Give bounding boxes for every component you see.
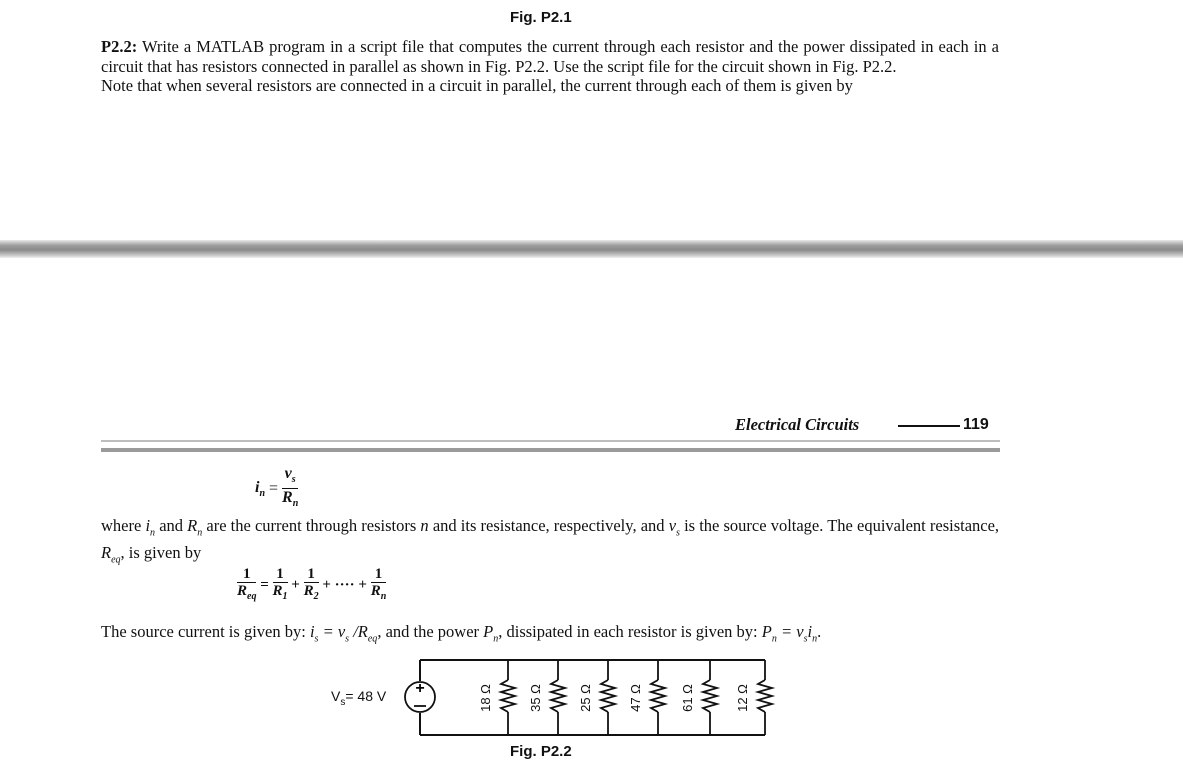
resistor-5-icon <box>703 680 717 712</box>
resistor-5-label: 61 Ω <box>680 684 695 712</box>
eq2-req: R <box>237 583 248 599</box>
resistor-branch-2 <box>551 660 565 735</box>
equation-req: $\frac{1}{R_{eq}}$ = $\frac{1}{R_1}$ + $\frac{1}{R_2}$ + ···· + $\frac{1}{R_n}$ <box>237 566 387 602</box>
resistor-2-label: 35 Ω <box>528 684 543 712</box>
eq2-dots: + ···· + <box>322 577 367 593</box>
eq2-num-rn: 1 <box>371 566 387 583</box>
svg-text:+: + <box>415 680 425 697</box>
running-header-title: Electrical Circuits <box>735 415 860 434</box>
problem-label: P2.2: <box>101 37 138 56</box>
resistor-6-icon <box>758 680 772 712</box>
where-t1: where <box>101 516 142 535</box>
resistor-branch-3 <box>601 660 615 735</box>
resistor-branch-5 <box>703 660 717 735</box>
eq1-den: R <box>282 489 293 507</box>
header-rule-thin <box>101 440 1000 442</box>
fig-p21-caption: Fig. P2.1 <box>510 9 572 26</box>
where-i-sub: n <box>150 527 156 539</box>
eq2-num-r2: 1 <box>304 566 319 583</box>
eq1-num-sub: s <box>291 474 296 486</box>
resistor-branch-1 <box>501 660 515 735</box>
where-n: n <box>420 516 429 535</box>
resistor-3-label: 25 Ω <box>578 684 593 712</box>
where-t2: and <box>159 516 184 535</box>
problem-note: Note that when several resistors are connected in a circuit in parallel, the current through each of them is given by <box>101 76 853 95</box>
eq2-req-sub: eq <box>247 591 257 602</box>
source-current-line: The source current is given by: $i_s = v_s$ $/R_{eq}$, and the power $P_n$, dissipated in each resistor is given by: $P_n = v_si_n$. <box>101 622 822 645</box>
where-t4: and its resistance, respectively, and <box>432 516 665 535</box>
problem-paragraph <box>101 37 999 96</box>
where-paragraph <box>101 516 999 570</box>
problem-text: Write a MATLAB program in a script file that computes the current through each resistor and the power dissipated in each in a circuit that has resistors connected in parallel as shown in Fig. P2.2. Use the script file for the circuit shown in Fig. P2.2. <box>101 37 999 76</box>
source-t3: , dissipated in each resistor is given by: <box>498 622 758 641</box>
source-t1: The source current is given by: <box>101 622 306 641</box>
eq2-num-r1: 1 <box>273 566 288 583</box>
header-rule-thick <box>101 448 1000 452</box>
resistor-2-icon <box>551 680 565 712</box>
resistor-branch-6 <box>758 660 772 735</box>
source-t2: , and the power <box>377 622 480 641</box>
eq2-r1-sub: 1 <box>282 591 288 602</box>
resistor-4-label: 47 Ω <box>628 684 643 712</box>
eq2-r1: R <box>272 583 283 599</box>
eq2-rn-sub: n <box>380 591 387 602</box>
resistor-1-icon <box>501 680 515 712</box>
where-req-sub: eq <box>111 554 121 566</box>
where-req: R <box>101 542 112 562</box>
eq2-r2: R <box>303 583 314 599</box>
eq2-r2-sub: 2 <box>313 591 319 602</box>
source-label-v: V <box>331 688 341 704</box>
voltage-source-icon <box>405 680 435 712</box>
source-label-value: = 48 V <box>345 688 387 704</box>
resistor-1-label: 18 Ω <box>478 684 493 712</box>
where-v: v <box>668 516 677 535</box>
where-t3: are the current through resistors <box>206 516 417 535</box>
resistor-3-icon <box>601 680 615 712</box>
resistor-branch-4 <box>651 660 665 735</box>
eq1-den-sub: n <box>292 498 299 510</box>
eq1-lhs: i <box>255 479 260 497</box>
running-header-dash <box>898 425 960 427</box>
eq1-num: v <box>284 465 292 482</box>
eq2-rn: R <box>370 583 381 599</box>
fig-p22-caption: Fig. P2.2 <box>510 743 572 760</box>
where-t6: , is given by <box>120 542 202 562</box>
where-i: i <box>145 516 151 535</box>
resistor-6-label: 12 Ω <box>735 684 750 712</box>
where-r: R <box>187 516 198 535</box>
source-label-sub: s <box>340 696 346 708</box>
page-number: 119 <box>963 416 989 433</box>
where-t5: is the source voltage. The equivalent resistance, <box>684 516 1000 535</box>
equation-current: $i_n$ = $\frac{v_s}{R_n}$ <box>255 465 299 510</box>
source-label <box>331 688 386 708</box>
where-v-sub: s <box>676 527 680 539</box>
eq1-lhs-sub: n <box>259 488 266 500</box>
where-r-sub: n <box>197 527 203 539</box>
resistor-4-icon <box>651 680 665 712</box>
page-separator <box>0 240 1183 258</box>
eq2-num-req: 1 <box>237 566 256 583</box>
